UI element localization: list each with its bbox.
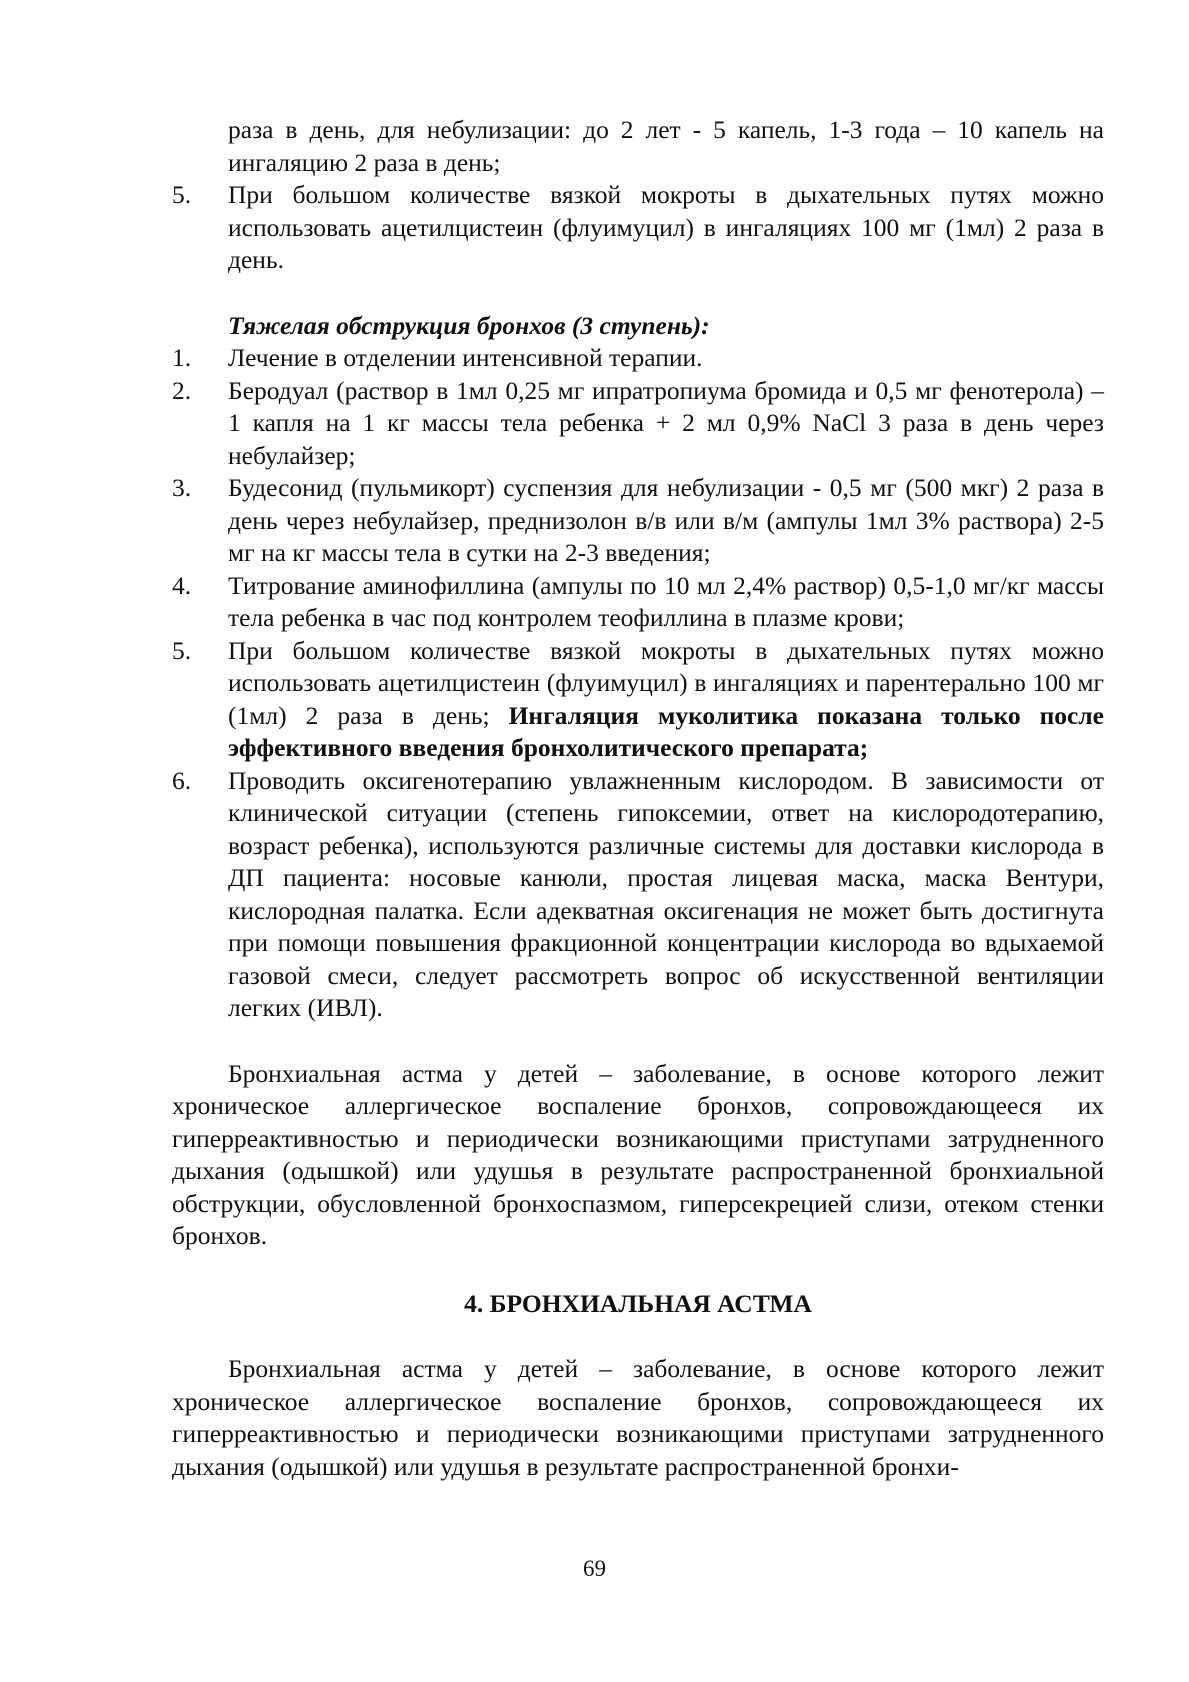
list-item xyxy=(172,472,1104,570)
paragraph-asthma-definition: Бронхиальная астма у детей – заболевание, в основе которого лежит хроническое аллергическое воспаление бронхов, сопровождающееся их гиперреактивностью и периодически возникающими приступами затрудненного дыхания (одышкой) или удушья в результате распространенной бронхиальной обструкции, обусловленной бронхоспазмом, гиперсекрецией слизи, отеком стенки бронхов. xyxy=(172,1058,1104,1250)
list-item-bold-text: Ингаляция муколитика показана только после эффективного введения бронхолитического препарата; xyxy=(228,700,1104,762)
list-item-number: 1. xyxy=(172,343,192,372)
list-item-number: 3. xyxy=(172,473,192,502)
page-content xyxy=(172,114,1104,1483)
list-item-text: Будесонид (пульмикорт) суспензия для небулизации - 0,5 мг (500 мкг) 2 раза в день через небулайзер, преднизолон в/в или в/м (ампулы 1мл 3% раствора) 2-5 мг на кг массы тела в сутки на 2-3 введения; xyxy=(228,473,1104,567)
paragraph-asthma-definition-repeat: Бронхиальная астма у детей – заболевание, в основе которого лежит хроническое аллергическое воспаление бронхов, сопровождающееся их гиперреактивностью и периодически возникающими приступами затрудненного дыхания (одышкой) или удушья в результате распространенной бронхи- xyxy=(172,1354,1104,1481)
list-item xyxy=(172,375,1104,473)
list-item-text: При большом количестве вязкой мокроты в дыхательных путях можно использовать ацетилцистеин (флуимуцил) в ингаляциях и парентерально 100 мг (1мл) 2 раза в день; xyxy=(228,635,1104,730)
list-item xyxy=(172,570,1104,635)
list-item-number: 5. xyxy=(172,635,192,665)
section-heading: 4. БРОНХИАЛЬНАЯ АСТМА xyxy=(464,1288,812,1318)
list-item xyxy=(172,179,1104,277)
list-item-number: 2. xyxy=(172,375,192,405)
list-item-text: Титрование аминофиллина (ампулы по 10 мл 2,4% раствор) 0,5-1,0 мг/кг массы тела ребенка в час под контролем теофиллина в плазме крови; xyxy=(228,570,1104,632)
list-item-text: При большом количестве вязкой мокроты в дыхательных путях можно использовать ацетилцистеин (флуимуцил) в ингаляциях 100 мг (1мл) 2 раза в день. xyxy=(228,180,1104,274)
subheading-severe-obstruction: Тяжелая обструкция бронхов (3 ступень): xyxy=(228,310,710,340)
list-item xyxy=(172,635,1104,765)
list-item-number: 5. xyxy=(172,180,192,209)
list-item-number: 6. xyxy=(172,765,192,795)
list-item-continuation: раза в день, для небулизации: до 2 лет - 5 капель, 1-3 года – 10 капель на ингаляцию 2 раза в день; xyxy=(228,115,1104,177)
list-item-text: Проводить оксигенотерапию увлажненным кислородом. В зависимости от клинической ситуации (степень гипоксемии, ответ на кислородотерапию, возраст ребенка), используются различные системы для доставки кислорода в ДП пациента: носовые канюли, простая лицевая маска, маска Вентури, кислородная палатка. Если адекватная оксигенация не может быть достигнута при помощи повышения фракционной концентрации кислорода во вдыхаемой газовой смеси, следует рассмотреть вопрос об искусственной вентиляции легких (ИВЛ). xyxy=(228,765,1104,1022)
list-item-text: Лечение в отделении интенсивной терапии. xyxy=(228,343,703,372)
list-item-number: 4. xyxy=(172,570,192,600)
list-item xyxy=(172,765,1104,1025)
list-item xyxy=(172,342,1104,375)
list-item-text: Беродуал (раствор в 1мл 0,25 мг ипратропиума бромида и 0,5 мг фенотерола) – 1 капля на 1 кг массы тела ребенка + 2 мл 0,9% NaCl 3 раза в день через небулайзер; xyxy=(228,375,1104,470)
page-number: 69 xyxy=(583,1556,606,1581)
